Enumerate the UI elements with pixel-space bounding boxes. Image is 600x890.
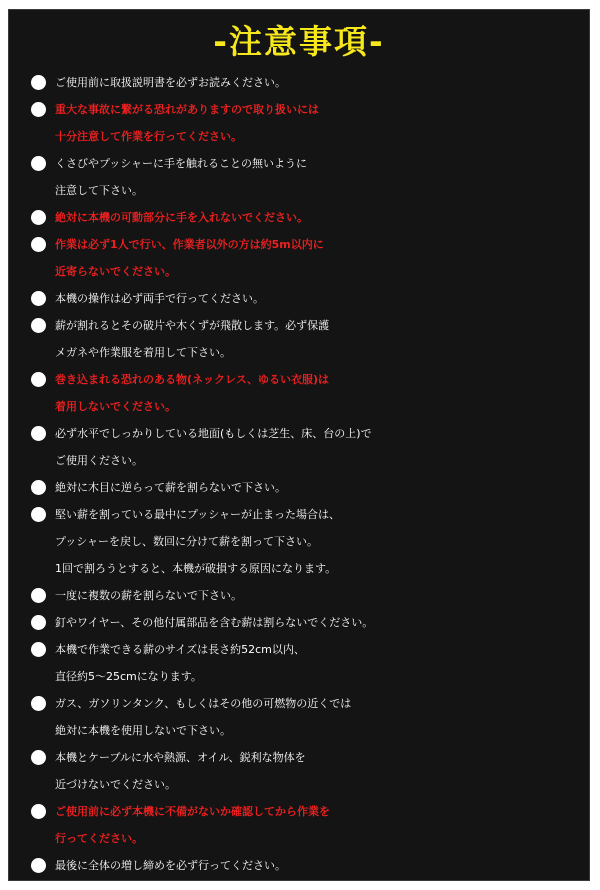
caution-text-line: ご使用前に取扱説明書を必ずお読みください。 <box>55 76 286 89</box>
bullet-icon <box>31 588 46 603</box>
caution-list-item <box>27 420 587 474</box>
caution-text-line: プッシャーを戻し、数回に分けて薪を割って下さい。 <box>55 535 319 548</box>
bullet-icon <box>31 615 46 630</box>
bullet-icon <box>31 237 46 252</box>
caution-list-item <box>27 609 587 636</box>
caution-text-line: 絶対に本機を使用しないで下さい。 <box>55 724 231 737</box>
bullet-icon <box>31 156 46 171</box>
caution-list-item <box>27 744 587 798</box>
bullet-icon <box>31 750 46 765</box>
bullet-icon <box>31 372 46 387</box>
caution-text-line: 直径約5～25cmになります。 <box>55 670 202 683</box>
warning-list-item <box>27 96 587 150</box>
caution-panel <box>8 9 590 881</box>
caution-text-line: メガネや作業服を着用して下さい。 <box>55 346 231 359</box>
caution-text-line: 十分注意して作業を行ってください。 <box>55 130 242 143</box>
caution-text-line: 絶対に木目に逆らって薪を割らないで下さい。 <box>55 481 286 494</box>
caution-text-line: 巻き込まれる恐れのある物(ネックレス、ゆるい衣服)は <box>55 373 330 386</box>
caution-text-line: 着用しないでください。 <box>55 400 176 413</box>
caution-list-item <box>27 285 587 312</box>
caution-text-line: くさびやプッシャーに手を触れることの無いように <box>55 157 308 170</box>
caution-text-line: 本機とケーブルに水や熱源、オイル、鋭利な物体を <box>55 751 306 764</box>
bullet-icon <box>31 318 46 333</box>
warning-list-item <box>27 231 587 285</box>
bullet-icon <box>31 480 46 495</box>
caution-text-line: 一度に複数の薪を割らないで下さい。 <box>55 589 242 602</box>
caution-text-line: 作業は必ず1人で行い、作業者以外の方は約5m以内に <box>55 238 324 251</box>
caution-text-line: 1回で割ろうとすると、本機が破損する原因になります。 <box>55 562 337 575</box>
caution-list-item <box>27 690 587 744</box>
bullet-icon <box>31 642 46 657</box>
bullet-icon <box>31 291 46 306</box>
caution-list <box>27 69 587 879</box>
warning-list-item <box>27 366 587 420</box>
caution-text-line: 重大な事故に繋がる恐れがありますので取り扱いには <box>55 103 319 116</box>
bullet-icon <box>31 858 46 873</box>
caution-list-item <box>27 852 587 879</box>
caution-list-item <box>27 69 587 96</box>
caution-list-item <box>27 474 587 501</box>
caution-text-line: 必ず水平でしっかりしている地面(もしくは芝生、床、台の上)で <box>55 427 372 440</box>
bullet-icon <box>31 696 46 711</box>
caution-list-item <box>27 501 587 582</box>
caution-list-item <box>27 582 587 609</box>
caution-text-line: 絶対に本機の可動部分に手を入れないでください。 <box>55 211 308 224</box>
bullet-icon <box>31 426 46 441</box>
caution-text-line: 近づけないでください。 <box>55 778 176 791</box>
caution-text-line: ご使用ください。 <box>55 454 143 467</box>
caution-text-line: ガス、ガソリンタンク、もしくはその他の可燃物の近くでは <box>55 697 352 710</box>
caution-text-line: 堅い薪を割っている最中にプッシャーが止まった場合は、 <box>55 508 341 521</box>
caution-text-line: 近寄らないでください。 <box>55 265 176 278</box>
warning-list-item <box>27 798 587 852</box>
caution-text-line: 最後に全体の増し締めを必ず行ってください。 <box>55 859 286 872</box>
bullet-icon <box>31 75 46 90</box>
warning-list-item <box>27 204 587 231</box>
bullet-icon <box>31 210 46 225</box>
bullet-icon <box>31 804 46 819</box>
caution-text-line: ご使用前に必ず本機に不備がないか確認してから作業を <box>55 805 330 818</box>
caution-list-item <box>27 636 587 690</box>
caution-text-line: 行ってください。 <box>55 832 143 845</box>
page-title: -注意事項- <box>213 22 385 61</box>
caution-text-line: 本機で作業できる薪のサイズは長さ約52cm以内、 <box>55 643 305 656</box>
caution-text-line: 本機の操作は必ず両手で行ってください。 <box>55 292 264 305</box>
caution-text-line: 薪が割れるとその破片や木くずが飛散します。必ず保護 <box>55 319 330 332</box>
caution-list-item <box>27 150 587 204</box>
caution-text-line: 注意して下さい。 <box>55 184 143 197</box>
caution-text-line: 釘やワイヤー、その他付属部品を含む薪は割らないでください。 <box>55 616 374 629</box>
bullet-icon <box>31 507 46 522</box>
bullet-icon <box>31 102 46 117</box>
caution-list-item <box>27 312 587 366</box>
